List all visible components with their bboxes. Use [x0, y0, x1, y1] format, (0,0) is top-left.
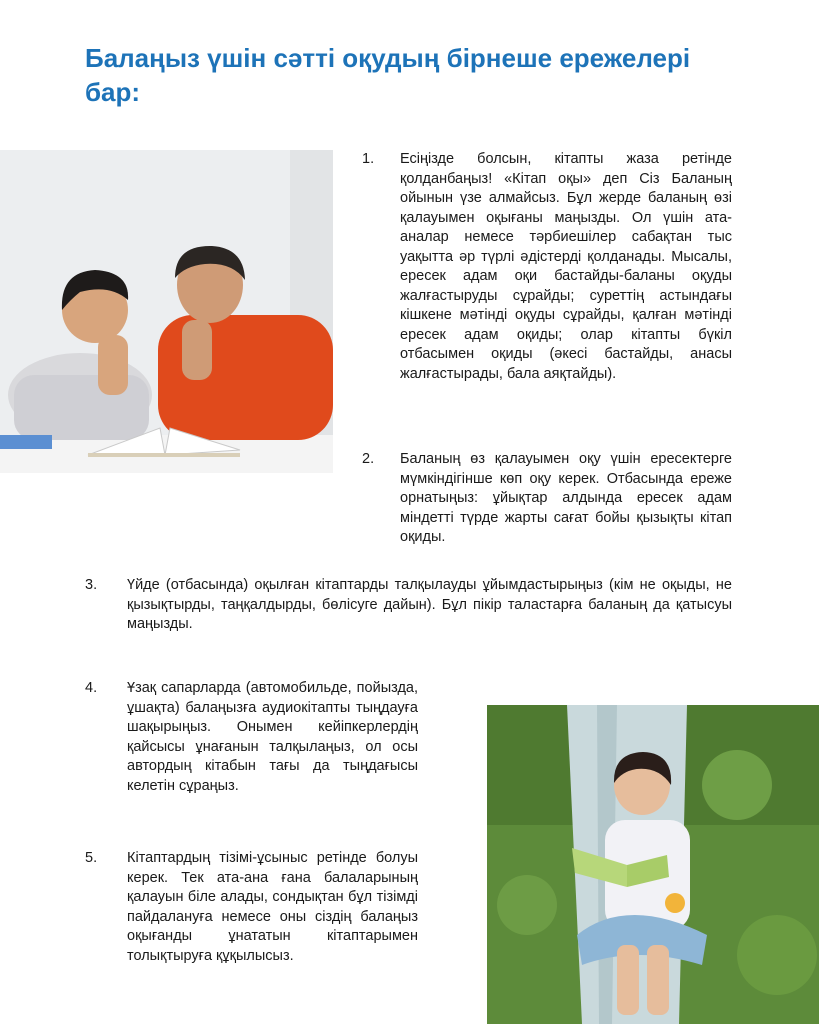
rule-item	[362, 150, 732, 384]
rule-text: Ұзақ сапарларда (автомобильде, пойызда, ұшақта) балаңызға аудиокітапты тыңдауға шақырыңыз. Онымен кейіпкерлердің қайсысы ұнағанын талқылаңыз, ол осы автордың кітабын тағы да тыңдағысы келетін сұраңыз.	[127, 680, 418, 794]
rule-text: Баланың өз қалауымен оқу үшін ересектерге мүмкіндігінше көп оқу керек. Отбасында ереже орнатыңыз: ұйықтар алдында ересек адам міндетті түрде жарты сағат бойы қызықты кітап оқиды.	[400, 451, 732, 545]
page-title: Балаңыз үшін сәтті оқудың бірнеше ережелері бар:	[85, 43, 691, 108]
rule-item	[85, 679, 418, 796]
rule-text: Кітаптардың тізімі-ұсыныс ретінде болуы керек. Тек ата-ана ғана балаларының қалауын біле алады, сондықтан бұл тізімді пайдалануға немесе оны сіздің балаңыз оқығанды ұнататын кітаптарымен толықтыруға құқылысыз.	[127, 850, 418, 964]
photo-father-son-reading	[0, 150, 333, 473]
rule-text: Үйде (отбасында) оқылған кітаптарды талқылауды ұйымдастырыңыз (кім не оқыды, не қызықтырды, таңқалдырды, бөлісуге дайын). Бұл пікір таластарға баланың да қатысуы маңызды.	[127, 577, 732, 632]
rule-number: 1.	[362, 151, 375, 167]
rule-item	[85, 576, 732, 635]
rule-item	[85, 849, 418, 966]
rule-number: 4.	[85, 680, 98, 696]
rule-number: 5.	[85, 850, 98, 866]
photo-girl-reading-tree	[487, 705, 819, 1024]
rule-item	[362, 450, 732, 548]
rule-number: 2.	[362, 451, 375, 467]
rule-text: Есіңізде болсын, кітапты жаза ретінде қолданбаңыз! «Кітап оқы» деп Сіз Баланың ойынын үзе алмайсыз. Бұл жерде баланың өзі қалауымен оқығаны маңызды. Ол үшін ата-аналар немесе тәрбиешілер сабақтан тыс уақытта әр түрлі әдістерді қолданады. Мысалы, ересек адам оқи бастайды-баланы оқуды жалғастыруды сұрайды; суреттің астындағы кішкене мәтінді оқуды сұрайды, қалған мәтінді ересек адам оқиды; олар кітапты бүкіл отбасымен оқиды (әкесі бастайды, анасы жалғастырады, бала аяқтайды).	[400, 151, 732, 382]
rule-number: 3.	[85, 577, 98, 593]
